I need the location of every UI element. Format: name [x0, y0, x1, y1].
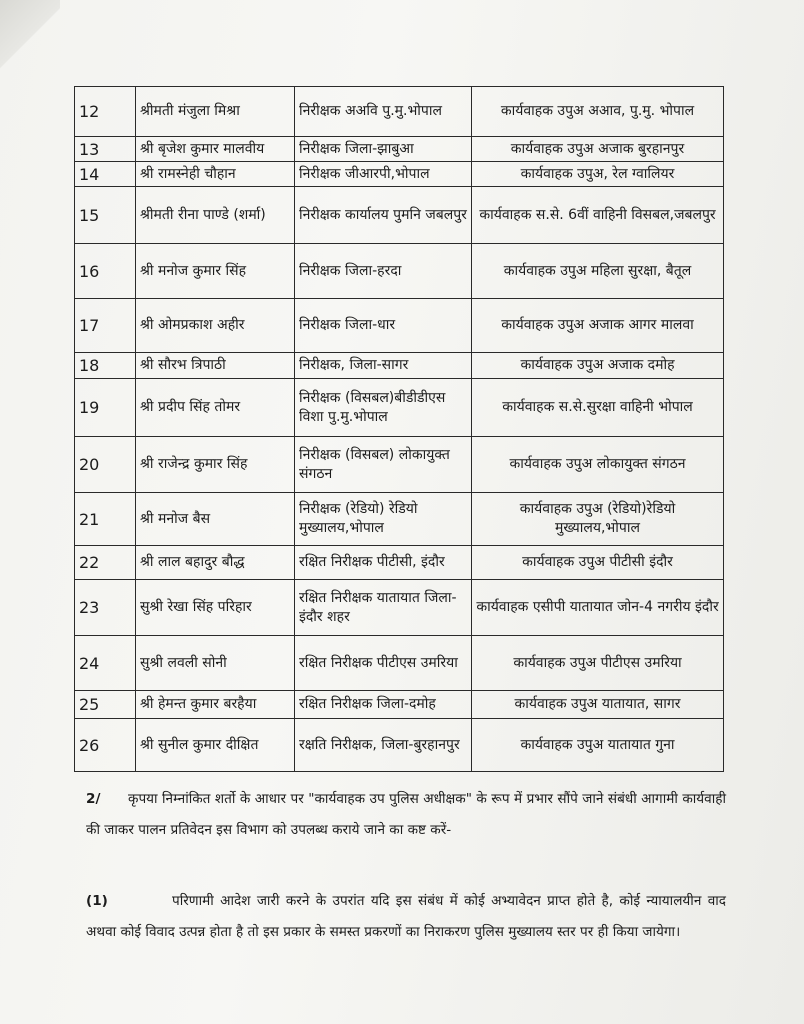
- table-row: [75, 353, 724, 379]
- current-post: निरीक्षक (विसबल) लोकायुक्त संगठन: [295, 437, 472, 493]
- new-post: कार्यवाहक उपुअ पीटीएस उमरिया: [472, 636, 724, 691]
- new-post: कार्यवाहक एसीपी यातायात जोन-4 नगरीय इंदौर: [472, 580, 724, 636]
- new-post: कार्यवाहक उपुअ (रेडियो)रेडियो मुख्यालय,भोपाल: [472, 493, 724, 546]
- current-post: निरीक्षक, जिला-सागर: [295, 353, 472, 379]
- table-row: [75, 162, 724, 187]
- new-post: कार्यवाहक उपुअ यातायात, सागर: [472, 691, 724, 719]
- officer-name: श्री रामस्नेही चौहान: [136, 162, 295, 187]
- serial-number: 12: [75, 87, 136, 137]
- current-post: निरीक्षक जिला-धार: [295, 299, 472, 353]
- serial-number: 22: [75, 546, 136, 580]
- serial-number: 24: [75, 636, 136, 691]
- current-post: निरीक्षक जीआरपी,भोपाल: [295, 162, 472, 187]
- new-post: कार्यवाहक उपुअ लोकायुक्त संगठन: [472, 437, 724, 493]
- officer-name: श्रीमती रीना पाण्डे (शर्मा): [136, 187, 295, 244]
- serial-number: 23: [75, 580, 136, 636]
- officer-name: श्रीमती मंजुला मिश्रा: [136, 87, 295, 137]
- current-post: निरीक्षक (विसबल)बीडीडीएस विशा पु.मु.भोपाल: [295, 379, 472, 437]
- table-row: [75, 493, 724, 546]
- table-row: [75, 719, 724, 772]
- new-post: कार्यवाहक उपुअ अजाक बुरहानपुर: [472, 137, 724, 162]
- officer-name: सुश्री रेखा सिंह परिहार: [136, 580, 295, 636]
- page-fold-shadow: [0, 0, 60, 90]
- new-post: कार्यवाहक उपुअ अजाक दमोह: [472, 353, 724, 379]
- officer-name: श्री लाल बहादुर बौद्ध: [136, 546, 295, 580]
- paragraph-text: परिणामी आदेश जारी करने के उपरांत यदि इस संबंध में कोई अभ्यावेदन प्राप्त होते है, कोई न्यायालयीन वाद अथवा कोई विवाद उत्पन्न होता है तो इस प्रकार के समस्त प्रकरणों का निराकरण पुलिस मुख्यालय स्तर पर ही किया जायेगा।: [86, 893, 726, 940]
- officer-name: सुश्री लवली सोनी: [136, 636, 295, 691]
- table-row: [75, 299, 724, 353]
- paragraph-condition-1: [86, 886, 726, 948]
- serial-number: 25: [75, 691, 136, 719]
- officer-name: श्री बृजेश कुमार मालवीय: [136, 137, 295, 162]
- table-row: [75, 379, 724, 437]
- new-post: कार्यवाहक उपुअ महिला सुरक्षा, बैतूल: [472, 244, 724, 299]
- current-post: रक्षित निरीक्षक पीटीसी, इंदौर: [295, 546, 472, 580]
- current-post: रक्षित निरीक्षक यातायात जिला-इंदौर शहर: [295, 580, 472, 636]
- officer-name: श्री सौरभ त्रिपाठी: [136, 353, 295, 379]
- officer-name: श्री हेमन्त कुमार बरहैया: [136, 691, 295, 719]
- new-post: कार्यवाहक उपुअ अआव, पु.मु. भोपाल: [472, 87, 724, 137]
- serial-number: 13: [75, 137, 136, 162]
- current-post: रक्षित निरीक्षक जिला-दमोह: [295, 691, 472, 719]
- officer-name: श्री राजेन्द्र कुमार सिंह: [136, 437, 295, 493]
- new-post: कार्यवाहक उपुअ, रेल ग्वालियर: [472, 162, 724, 187]
- current-post: निरीक्षक कार्यालय पुमनि जबलपुर: [295, 187, 472, 244]
- posting-table: [74, 86, 724, 772]
- table-row: [75, 546, 724, 580]
- new-post: कार्यवाहक स.से.सुरक्षा वाहिनी भोपाल: [472, 379, 724, 437]
- serial-number: 21: [75, 493, 136, 546]
- new-post: कार्यवाहक उपुअ यातायात गुना: [472, 719, 724, 772]
- table-row: [75, 580, 724, 636]
- table-row: [75, 636, 724, 691]
- serial-number: 14: [75, 162, 136, 187]
- table-row: [75, 187, 724, 244]
- serial-number: 20: [75, 437, 136, 493]
- serial-number: 26: [75, 719, 136, 772]
- current-post: निरीक्षक जिला-हरदा: [295, 244, 472, 299]
- paragraph-conditions-intro: [86, 784, 726, 846]
- officer-name: श्री ओमप्रकाश अहीर: [136, 299, 295, 353]
- paragraph-number: (1): [86, 893, 108, 909]
- serial-number: 19: [75, 379, 136, 437]
- serial-number: 17: [75, 299, 136, 353]
- current-post: निरीक्षक अअवि पु.मु.भोपाल: [295, 87, 472, 137]
- table-row: [75, 87, 724, 137]
- serial-number: 16: [75, 244, 136, 299]
- officer-name: श्री मनोज बैस: [136, 493, 295, 546]
- officer-name: श्री प्रदीप सिंह तोमर: [136, 379, 295, 437]
- paragraph-text: कृपया निम्नांकित शर्तो के आधार पर "कार्यवाहक उप पुलिस अधीक्षक" के रूप में प्रभार सौंपे जाने संबंधी आगामी कार्यवाही की जाकर पालन प्रतिवेदन इस विभाग को उपलब्ध कराये जाने का कष्ट करें-: [86, 791, 726, 838]
- new-post: कार्यवाहक उपुअ अजाक आगर मालवा: [472, 299, 724, 353]
- officer-name: श्री सुनील कुमार दीक्षित: [136, 719, 295, 772]
- current-post: निरीक्षक जिला-झाबुआ: [295, 137, 472, 162]
- current-post: रक्षति निरीक्षक, जिला-बुरहानपुर: [295, 719, 472, 772]
- table-row: [75, 137, 724, 162]
- table-row: [75, 691, 724, 719]
- new-post: कार्यवाहक स.से. 6वीं वाहिनी विसबल,जबलपुर: [472, 187, 724, 244]
- new-post: कार्यवाहक उपुअ पीटीसी इंदौर: [472, 546, 724, 580]
- current-post: निरीक्षक (रेडियो) रेडियो मुख्यालय,भोपाल: [295, 493, 472, 546]
- serial-number: 18: [75, 353, 136, 379]
- table-row: [75, 244, 724, 299]
- current-post: रक्षित निरीक्षक पीटीएस उमरिया: [295, 636, 472, 691]
- table-row: [75, 437, 724, 493]
- paragraph-number: 2/: [86, 791, 101, 807]
- officer-name: श्री मनोज कुमार सिंह: [136, 244, 295, 299]
- serial-number: 15: [75, 187, 136, 244]
